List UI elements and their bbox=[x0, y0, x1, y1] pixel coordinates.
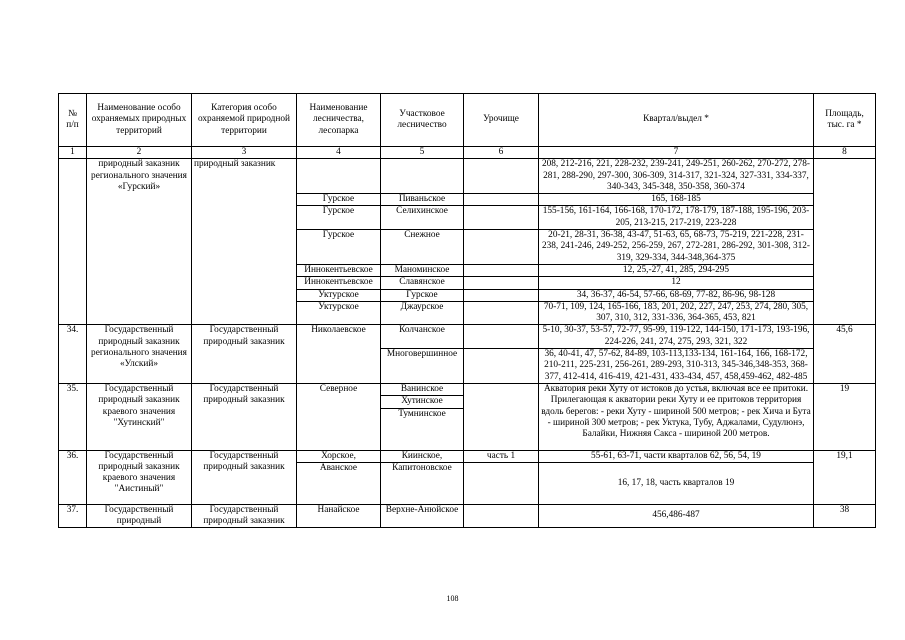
tract-cell bbox=[464, 504, 539, 528]
area-cell: 45,6 bbox=[814, 325, 876, 383]
area-cell: 19,1 bbox=[814, 450, 876, 504]
district-cell: Маноминское bbox=[381, 264, 464, 276]
district-cell: Гурское bbox=[381, 289, 464, 301]
row-number: 37. bbox=[59, 504, 87, 528]
quarter-cell: 70-71, 109, 124, 165-166, 183, 201, 202, 227, 247, 253, 274, 280, 305, 307, 310, 312, 331-336, 364-365, 453, 821 bbox=[539, 301, 814, 325]
reserve-name: природный заказник регионального значения «Гурский» bbox=[87, 159, 192, 325]
table-row bbox=[59, 383, 876, 395]
reserve-category: Государственный природный заказник bbox=[192, 383, 297, 450]
quarter-cell: 208, 212-216, 221, 228-232, 239-241, 249-251, 260-262, 270-272, 278-281, 288-290, 297-300, 306-309, 314-317, 321-324, 327-331, 334-337, 340-343, 345-348, 350-358, 360-374 bbox=[539, 159, 814, 194]
header-tract: Урочище bbox=[464, 94, 539, 147]
reserve-name: Государственный природный заказник краевого значения "Аистиный" bbox=[87, 450, 192, 504]
table-row bbox=[59, 504, 876, 528]
district-cell: Киинское, bbox=[381, 450, 464, 462]
reserve-name: Государственный природный bbox=[87, 504, 192, 528]
forestry-cell: Иннокентьевское bbox=[297, 264, 381, 276]
tract-cell bbox=[464, 289, 539, 301]
district-cell: Снежное bbox=[381, 230, 464, 265]
district-cell bbox=[381, 159, 464, 194]
forestry-cell: Нанайское bbox=[297, 504, 381, 528]
forestry-cell bbox=[297, 159, 381, 194]
district-cell: Селихинское bbox=[381, 206, 464, 230]
table-row bbox=[59, 325, 876, 349]
reserve-name: Государственный природный заказник краевого значения "Хутинский" bbox=[87, 383, 192, 450]
forestry-cell: Николаевское bbox=[297, 325, 381, 383]
tract-cell bbox=[464, 206, 539, 230]
forestry-cell: Гурское bbox=[297, 206, 381, 230]
forestry-cell: Уктурское bbox=[297, 301, 381, 325]
row-number bbox=[59, 159, 87, 325]
forestry-cell: Иннокентьевское bbox=[297, 277, 381, 289]
district-cell: Пиваньское bbox=[381, 194, 464, 206]
district-cell: Тумнинское bbox=[381, 408, 464, 450]
quarter-cell: 12 bbox=[539, 277, 814, 289]
forest-register-table bbox=[58, 93, 876, 528]
reserve-category: природный заказник bbox=[192, 159, 297, 325]
forestry-cell: Гурское bbox=[297, 230, 381, 265]
tract-cell: часть 1 bbox=[464, 450, 539, 462]
reserve-category: Государственный природный заказник bbox=[192, 504, 297, 528]
tract-cell bbox=[464, 159, 539, 194]
reserve-category: Государственный природный заказник bbox=[192, 325, 297, 383]
forestry-cell: Гурское bbox=[297, 194, 381, 206]
tract-cell bbox=[464, 383, 539, 450]
tract-cell bbox=[464, 230, 539, 265]
forestry-cell: Уктурское bbox=[297, 289, 381, 301]
area-cell bbox=[814, 159, 876, 325]
column-numbers-row bbox=[59, 147, 876, 159]
header-forestry: Наименование лесничества, лесопарка bbox=[297, 94, 381, 147]
district-cell: Хутинское bbox=[381, 396, 464, 408]
tract-cell bbox=[464, 325, 539, 349]
reserve-category: Государственный природный заказник bbox=[192, 450, 297, 504]
table-row bbox=[59, 450, 876, 462]
col-number: 6 bbox=[464, 147, 539, 159]
forestry-cell: Северное bbox=[297, 383, 381, 450]
quarter-cell: Акватория реки Хуту от истоков до устья, включая все ее притоки. Прилегающая к акватории реки Хуту и ее притоков территория вдоль берегов: - реки Хуту - шириной 500 метров; - рек Хича и Бута - шириной 300 метров; - рек Уктука, Тубу, Аджалами, Судулюнэ, Балайки, Нижняя Сакса - шириной 200 метров. bbox=[539, 383, 814, 450]
quarter-cell: 456,486-487 bbox=[539, 504, 814, 528]
quarter-cell: 155-156, 161-164, 166-168, 170-172, 178-179, 187-188, 195-196, 203-205, 213-215, 217-219, 223-228 bbox=[539, 206, 814, 230]
area-cell: 19 bbox=[814, 383, 876, 450]
quarter-cell: 16, 17, 18, часть кварталов 19 bbox=[539, 462, 814, 504]
header-category: Категория особо охраняемой природной территории bbox=[192, 94, 297, 147]
quarter-cell: 20-21, 28-31, 36-38, 43-47, 51-63, 65, 68-73, 75-219, 221-228, 231-238, 241-246, 249-252, 256-259, 267, 272-281, 286-292, 301-308, 312-319, 329-334, 344-348,364-375 bbox=[539, 230, 814, 265]
district-cell: Капитоновское bbox=[381, 462, 464, 504]
quarter-cell: 165, 168-185 bbox=[539, 194, 814, 206]
col-number: 2 bbox=[87, 147, 192, 159]
area-cell: 38 bbox=[814, 504, 876, 528]
quarter-cell: 55-61, 63-71, части кварталов 62, 56, 54, 19 bbox=[539, 450, 814, 462]
header-row bbox=[59, 94, 876, 147]
col-number: 8 bbox=[814, 147, 876, 159]
table-row bbox=[59, 159, 876, 194]
header-quarter: Квартал/выдел * bbox=[539, 94, 814, 147]
tract-cell bbox=[464, 264, 539, 276]
col-number: 4 bbox=[297, 147, 381, 159]
district-cell: Ванинское bbox=[381, 383, 464, 395]
district-cell: Джаурское bbox=[381, 301, 464, 325]
tract-cell bbox=[464, 349, 539, 384]
page-number: 108 bbox=[446, 594, 459, 603]
header-district: Участковое лесничество bbox=[381, 94, 464, 147]
row-number: 34. bbox=[59, 325, 87, 383]
quarter-cell: 36, 40-41, 47, 57-62, 84-89, 103-113,133-134, 161-164, 166, 168-172, 210-211, 225-231, 256-261, 289-293, 310-313, 345-346,348-353, 368-377, 412-414, 416-419, 421-431, 433-434, 457, 458,459-462, 482-485 bbox=[539, 349, 814, 384]
district-cell: Многовершинное bbox=[381, 349, 464, 384]
district-cell: Колчанское bbox=[381, 325, 464, 349]
col-number: 1 bbox=[59, 147, 87, 159]
tract-cell bbox=[464, 277, 539, 289]
forestry-cell: Хорское, bbox=[297, 450, 381, 462]
quarter-cell: 12, 25,-27, 41, 285, 294-295 bbox=[539, 264, 814, 276]
tract-cell bbox=[464, 301, 539, 325]
header-name: Наименование особо охраняемых природных территорий bbox=[87, 94, 192, 147]
header-area: Площадь, тыс. га * bbox=[814, 94, 876, 147]
row-number: 35. bbox=[59, 383, 87, 450]
col-number: 7 bbox=[539, 147, 814, 159]
row-number: 36. bbox=[59, 450, 87, 504]
tract-cell bbox=[464, 462, 539, 504]
col-number: 3 bbox=[192, 147, 297, 159]
quarter-cell: 34, 36-37, 46-54, 57-66, 68-69, 77-82, 86-96, 98-128 bbox=[539, 289, 814, 301]
header-no: № п/п bbox=[59, 94, 87, 147]
forestry-cell: Аванское bbox=[297, 462, 381, 504]
quarter-cell: 5-10, 30-37, 53-57, 72-77, 95-99, 119-122, 144-150, 171-173, 193-196, 224-226, 241, 274, 275, 293, 321, 322 bbox=[539, 325, 814, 349]
district-cell: Верхне-Анюйское bbox=[381, 504, 464, 528]
col-number: 5 bbox=[381, 147, 464, 159]
tract-cell bbox=[464, 194, 539, 206]
district-cell: Славянское bbox=[381, 277, 464, 289]
reserve-name: Государственный природный заказник регионального значения «Улский» bbox=[87, 325, 192, 383]
